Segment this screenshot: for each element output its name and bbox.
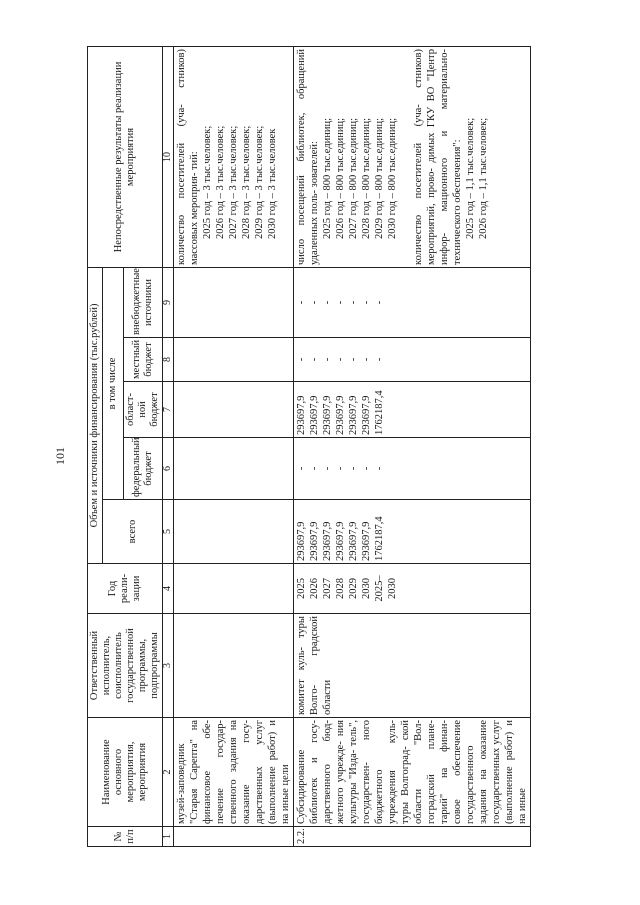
year-value: 2026 — [309, 578, 320, 599]
total-value: 293697,9 — [309, 521, 320, 561]
results-line: 2029 год – 3 тыс.человек; — [254, 125, 265, 239]
local-value: - — [374, 357, 385, 362]
federal-value: - — [361, 466, 372, 471]
results-intro: число посещений библиотек, обращений удаленных поль- зователей: — [296, 48, 320, 265]
year-value: 2025 — [296, 578, 307, 599]
total-value: 293697,9 — [348, 521, 359, 561]
col-index: 4 — [163, 564, 174, 614]
col-index: 2 — [163, 718, 174, 827]
header-name: Наименование основного мероприятия, мероприятия — [88, 718, 163, 827]
year-value: 2029 — [348, 578, 359, 599]
federal-value: - — [348, 466, 359, 471]
results-line: 2026 год – 3 тыс.человек; — [215, 125, 226, 239]
header-year: Год реали- зации — [88, 564, 163, 614]
cell-responsible: комитет куль- туры Волго- градской области — [294, 614, 531, 718]
header-funding: Объем и источники финансирования (тыс.рублей) — [88, 267, 103, 563]
results-intro: количество посетителей (уча- стников) массовых мероприя- тий: — [176, 48, 200, 265]
results-line: 2029 год – 800 тыс.единиц; — [374, 117, 385, 239]
total-value: 1762187,4 — [374, 516, 385, 561]
header-responsible: Ответственный исполнитель, соисполнитель государственной программы, подпрограммы — [88, 614, 163, 718]
header-num: № п/п — [88, 827, 163, 847]
column-index-row — [163, 46, 174, 846]
table-row-previous — [174, 46, 294, 846]
year-value: 2028 — [335, 578, 346, 599]
col-index: 10 — [163, 46, 174, 267]
cell-name: Субсидирование библиотек и госу- дарственного бюд- жетного учрежде- ния культуры "Изда- тель", государствен- ного бюджетного учреждения куль- туры Волгоград- ской области "Вол- гоградский плане- тарий" на финан- совое обеспечение государственного задания на оказание государственных услуг (выполнение работ) и на иные — [294, 718, 531, 827]
federal-value: - — [322, 466, 333, 471]
cell-extra — [294, 267, 531, 337]
year-value: 2025–2030 — [374, 575, 398, 602]
header-local: местный бюджет — [124, 338, 163, 382]
header-total: всего — [103, 500, 163, 564]
header-extra: внебюджетные источники — [124, 267, 163, 337]
local-value: - — [361, 357, 372, 362]
col-index: 6 — [163, 438, 174, 500]
year-value: 2027 — [322, 578, 333, 599]
cell-num — [174, 827, 294, 847]
results-line: 2026 год – 800 тыс.единиц; — [335, 117, 346, 239]
federal-value: - — [309, 466, 320, 471]
program-table — [87, 46, 531, 847]
results-line: 2025 год – 3 тыс.человек; — [202, 125, 213, 239]
col-index: 9 — [163, 267, 174, 337]
cell-federal — [174, 438, 294, 500]
cell-extra — [174, 267, 294, 337]
cell-results — [294, 46, 531, 267]
col-index: 7 — [163, 382, 174, 438]
federal-value: - — [335, 466, 346, 471]
cell-regional — [294, 382, 531, 438]
results-line: 2025 год – 800 тыс.единиц; — [322, 117, 333, 239]
extra-value: - — [296, 300, 307, 305]
regional-value: 293697,9 — [322, 395, 333, 435]
page-number: 101 — [53, 447, 67, 465]
extra-value: - — [361, 300, 372, 305]
header-including: в том числе — [103, 267, 124, 499]
results2-intro: количество посетителей (уча- стников) мероприятий, прово- димых ГКУ ВО "Центр инфор- мационного и материально- технического обеспечения": — [413, 48, 463, 265]
cell-federal — [294, 438, 531, 500]
results-line: 2028 год – 800 тыс.единиц; — [361, 117, 372, 239]
cell-local — [174, 338, 294, 382]
col-index: 1 — [163, 827, 174, 847]
extra-value: - — [309, 300, 320, 305]
extra-value: - — [322, 300, 333, 305]
results2-line: 2025 год – 1,1 тыс.человек; — [465, 117, 476, 239]
local-value: - — [309, 357, 320, 362]
results-line: 2027 год – 3 тыс.человек; — [228, 125, 239, 239]
table-row-2-2 — [294, 46, 531, 846]
federal-value: - — [296, 466, 307, 471]
header-federal: федеральный бюджет — [124, 438, 163, 500]
cell-results — [174, 46, 294, 267]
regional-value: 293697,9 — [296, 395, 307, 435]
regional-value: 1762187,4 — [374, 390, 385, 435]
results-line: 2030 год – 800 тыс.единиц; — [387, 117, 398, 239]
cell-responsible — [174, 614, 294, 718]
extra-value: - — [348, 300, 359, 305]
regional-value: 293697,9 — [335, 395, 346, 435]
regional-value: 293697,9 — [348, 395, 359, 435]
header-regional: област- ной бюджет — [124, 382, 163, 438]
header-results: Непосредственные результаты реализации мероприятия — [88, 46, 163, 267]
cell-num: 2.2. — [294, 827, 531, 847]
total-value: 293697,9 — [322, 521, 333, 561]
federal-value: - — [374, 466, 385, 471]
col-index: 8 — [163, 338, 174, 382]
cell-local — [294, 338, 531, 382]
extra-value: - — [335, 300, 346, 305]
results-line: 2030 год – 3 тыс.человек — [267, 128, 278, 239]
local-value: - — [322, 357, 333, 362]
cell-name: музей-заповедник "Старая Сарепта" на финансовое обе- печение государ- ственного задания на оказание госу- дарственных услуг (выполнение работ) и на иные цели — [174, 718, 294, 827]
total-value: 293697,9 — [296, 521, 307, 561]
results-line: 2027 год – 800 тыс.единиц; — [348, 117, 359, 239]
total-value: 293697,9 — [335, 521, 346, 561]
cell-years — [294, 564, 531, 614]
col-index: 5 — [163, 500, 174, 564]
local-value: - — [348, 357, 359, 362]
results2-line: 2026 год – 1,1 тыс.человек; — [478, 117, 489, 239]
year-value: 2030 — [361, 578, 372, 599]
program-table-rotated — [87, 47, 640, 847]
local-value: - — [296, 357, 307, 362]
local-value: - — [335, 357, 346, 362]
regional-value: 293697,9 — [361, 395, 372, 435]
extra-value: - — [374, 300, 385, 305]
cell-total — [174, 500, 294, 564]
regional-value: 293697,9 — [309, 395, 320, 435]
col-index: 3 — [163, 614, 174, 718]
header-row-1 — [88, 46, 103, 846]
cell-regional — [174, 382, 294, 438]
cell-year — [174, 564, 294, 614]
cell-total — [294, 500, 531, 564]
results-line: 2028 год – 3 тыс.человек; — [241, 125, 252, 239]
total-value: 293697,9 — [361, 521, 372, 561]
